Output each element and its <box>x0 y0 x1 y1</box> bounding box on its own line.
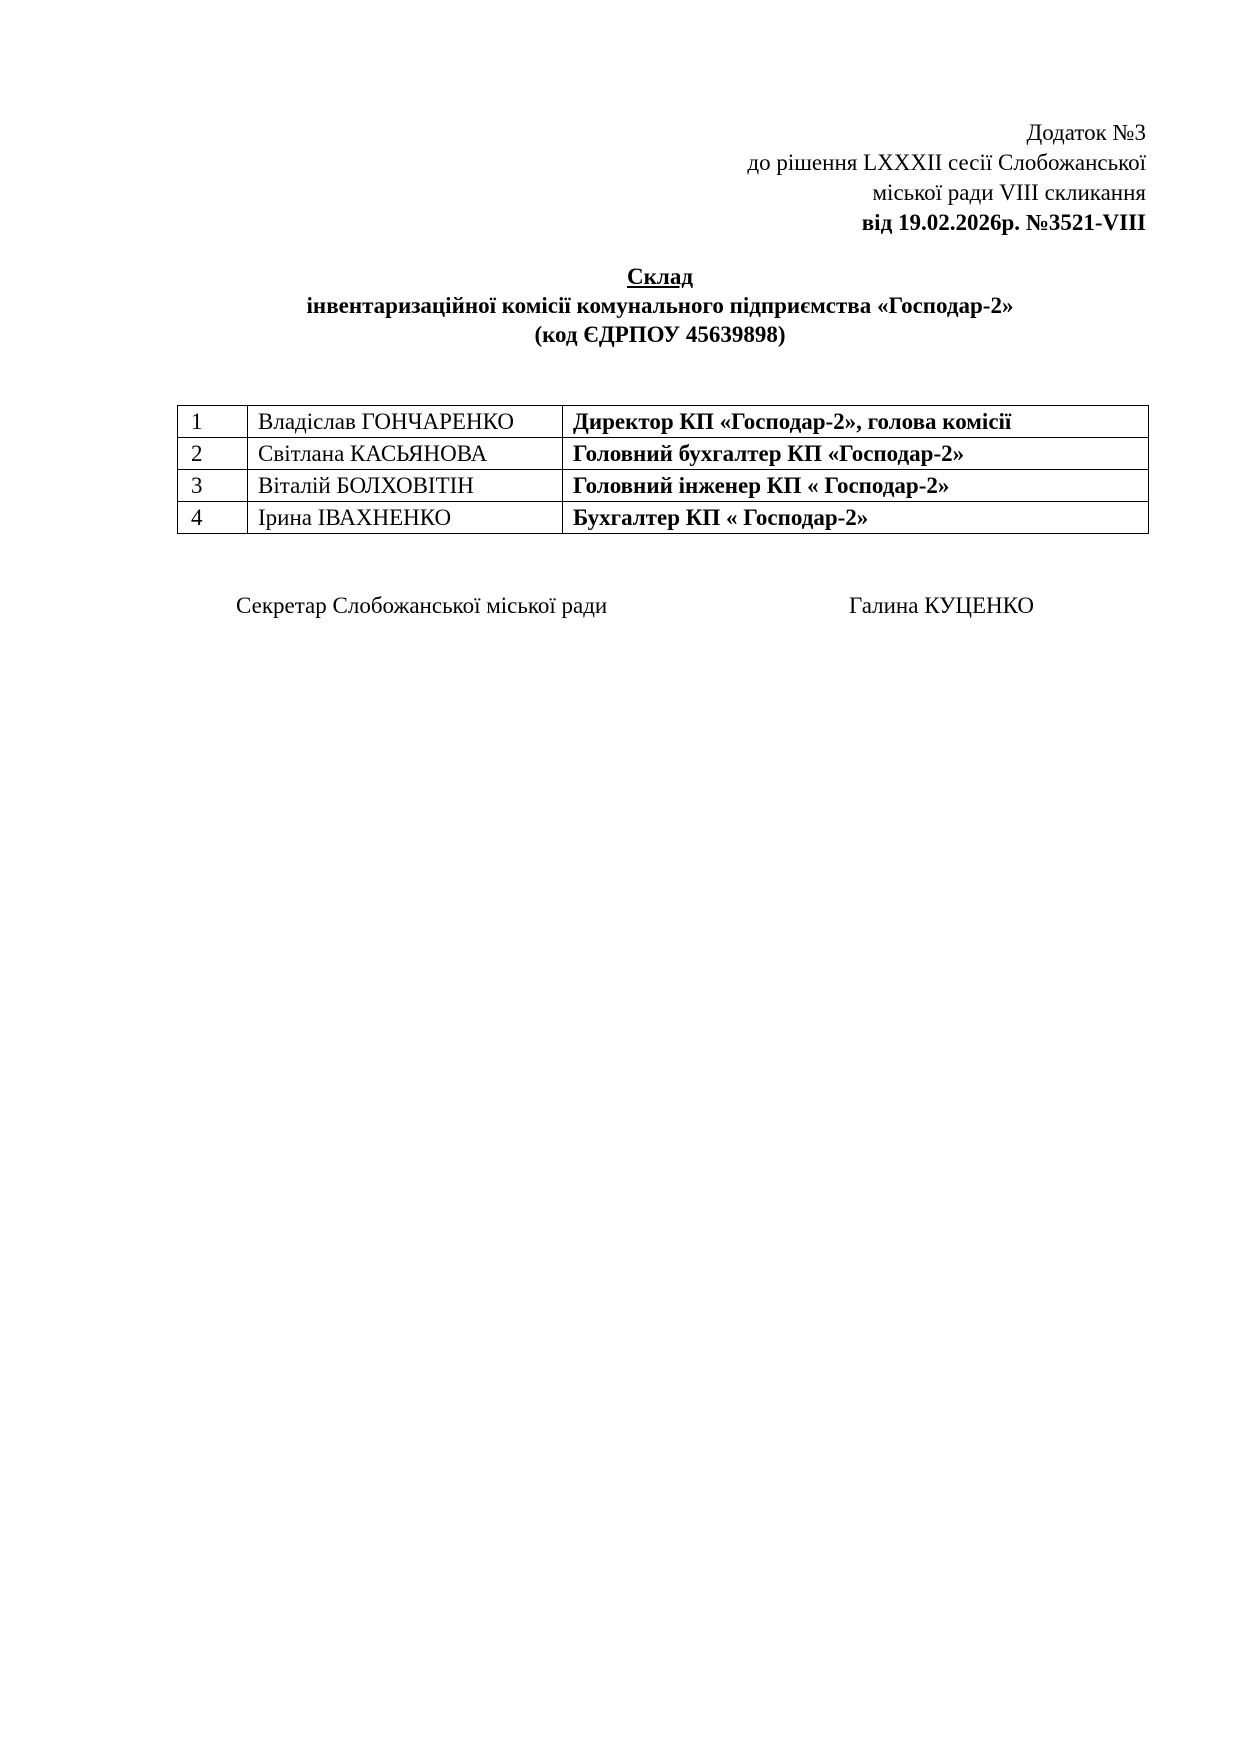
member-name: Віталій БОЛХОВІТІН <box>248 470 563 502</box>
title-commission: інвентаризаційної комісії комунального підприємства «Господар-2» <box>306 293 1014 318</box>
appendix-number: Додаток №3 <box>1026 120 1146 145</box>
document-title <box>160 262 1160 349</box>
table-row <box>178 406 1149 438</box>
commission-members-table <box>177 405 1149 534</box>
appendix-header <box>546 118 1146 238</box>
member-number: 2 <box>178 438 248 470</box>
table-row <box>178 470 1149 502</box>
member-role: Директор КП «Господар-2», голова комісії <box>563 406 1149 438</box>
signatory-name: Галина КУЦЕНКО <box>849 593 1034 618</box>
table-row <box>178 438 1149 470</box>
member-role: Головний бухгалтер КП «Господар-2» <box>563 438 1149 470</box>
decision-reference: до рішення LXXXII сесії Слобожанської <box>747 150 1146 175</box>
title-code: (код ЄДРПОУ 45639898) <box>534 322 786 347</box>
member-role: Головний інженер КП « Господар-2» <box>563 470 1149 502</box>
member-name: Світлана КАСЬЯНОВА <box>248 438 563 470</box>
member-number: 4 <box>178 502 248 534</box>
title-heading: Склад <box>627 264 693 289</box>
council-convocation: міської ради VIII скликання <box>872 180 1146 205</box>
member-number: 1 <box>178 406 248 438</box>
member-name: Владіслав ГОНЧАРЕНКО <box>248 406 563 438</box>
member-number: 3 <box>178 470 248 502</box>
table-row <box>178 502 1149 534</box>
decision-date-number: від 19.02.2026р. №3521-VIII <box>861 210 1146 235</box>
member-role: Бухгалтер КП « Господар-2» <box>563 502 1149 534</box>
signatory-position: Секретар Слобожанської міської ради <box>236 593 608 618</box>
member-name: Ірина ІВАХНЕНКО <box>248 502 563 534</box>
